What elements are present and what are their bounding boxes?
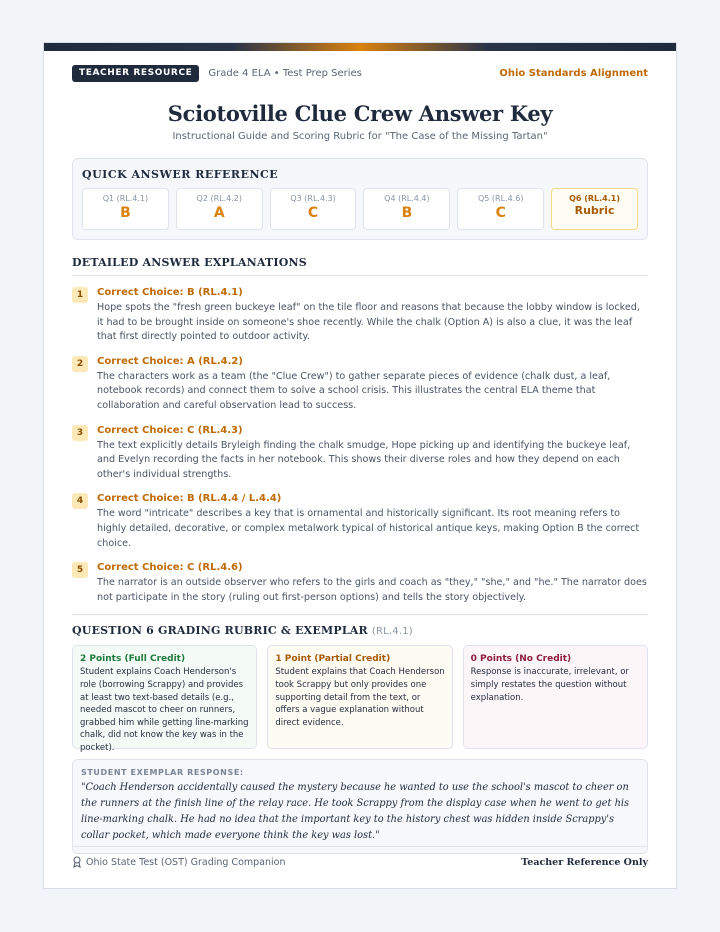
- correct-choice: Correct Choice: B (RL.4.4 / L.4.4): [97, 493, 282, 505]
- explanation-text: The word "intricate" describes a key that is ornamental and historically significant. Its root meaning refers to highly detailed, decorative, or complex metalwork typical of historical antique keys, making Option B the correct choice.: [97, 508, 640, 549]
- explanation-item: [72, 491, 648, 551]
- explanations-list: [72, 285, 648, 605]
- rubric-title: QUESTION 6 GRADING RUBRIC & EXEMPLAR: [72, 624, 368, 638]
- question-number: 4: [72, 493, 88, 509]
- rubric-level-text: Student explains that Coach Henderson took Scrappy but only provides one supporting detail from the text, or offers a vague explanation without direct evidence.: [275, 667, 445, 728]
- explanation-item: [72, 423, 648, 483]
- exemplar-label: STUDENT EXEMPLAR RESPONSE:: [81, 768, 244, 778]
- question-number: 3: [72, 425, 88, 441]
- rubric-level-heading: 1 Point (Partial Credit): [275, 654, 391, 665]
- quick-reference-title: QUICK ANSWER REFERENCE: [82, 168, 279, 181]
- explanation-item: [72, 560, 648, 605]
- answer-key-page: [43, 42, 677, 889]
- quick-answer-q4: [363, 188, 450, 230]
- explanation-text: The text explicitly details Bryleigh finding the chalk smudge, Hope picking up and identifying the buckeye leaf, and Evelyn recording the facts in her notebook. This shows their diverse roles and how they depend on each other's individual strengths.: [97, 439, 631, 480]
- standards-alignment-label: Ohio Standards Alignment: [499, 68, 648, 79]
- quick-answer-q5: [457, 188, 544, 230]
- correct-choice: Correct Choice: C (RL.4.3): [97, 424, 243, 436]
- quick-answer-q1: [82, 188, 169, 230]
- answer-rubric: Rubric: [574, 204, 615, 217]
- correct-choice: Correct Choice: B (RL.4.1): [97, 287, 243, 298]
- exemplar-text: "Coach Henderson accidentally caused the mystery because he wanted to use the school's mascot to cheer on the runners at the finish line of the relay race. He took Scrappy from the display case when he went to get his line-marking chalk. He had no idea that the important key to the history chest was hidden inside Scrappy's collar pocket, which made everyone think the key was lost.": [81, 782, 630, 842]
- explanation-text: The characters work as a team (the "Clue Crew") to gather separate pieces of evidence (chalk dust, a leaf, notebook records) and connect them to solve a school crisis. This illustrates the central ELA theme that collaboration and careful observation lead to success.: [97, 370, 611, 411]
- ribbon-icon: [72, 856, 82, 868]
- series-label: Grade 4 ELA • Test Prep Series: [208, 68, 362, 79]
- rubric-level-heading: 2 Points (Full Credit): [80, 654, 186, 665]
- question-label: Q2 (RL.4.2): [196, 194, 242, 203]
- question-number: 1: [72, 287, 88, 303]
- quick-answer-grid: [82, 188, 638, 230]
- detailed-explanations-heading: DETAILED ANSWER EXPLANATIONS: [72, 256, 648, 276]
- question-label: Q6 (RL.4.1): [569, 194, 621, 203]
- rubric-level-text: Student explains Coach Henderson's role (borrowing Scrappy) and provides at least two text-based details (e.g., needed mascot to cheer on runners, grabbed him while getting line-marking chalk, did not know the key was in the pocket).: [80, 667, 249, 753]
- explanation-text: Hope spots the "fresh green buckeye leaf" on the tile floor and reasons that because the lobby window is locked, it had to be brought inside on someone's shoe recently. While the chalk (Option A) is also a clue, it was the leaf that first directly pointed to outdoor activity.: [97, 302, 640, 343]
- answer-letter: C: [495, 205, 506, 221]
- page-subtitle: Instructional Guide and Scoring Rubric for "The Case of the Missing Tartan": [172, 131, 548, 142]
- correct-choice: Correct Choice: C (RL.4.6): [97, 562, 243, 574]
- question-label: Q1 (RL.4.1): [102, 194, 149, 203]
- footer-companion-label: Ohio State Test (OST) Grading Companion: [86, 856, 286, 868]
- quick-answer-q3: [270, 188, 357, 230]
- rubric-no-credit: [463, 645, 648, 749]
- rubric-partial-credit: [267, 645, 452, 749]
- answer-letter: B: [401, 205, 413, 221]
- answer-letter: B: [120, 205, 131, 221]
- correct-choice: Correct Choice: A (RL.4.2): [97, 355, 243, 367]
- rubric-full-credit: [72, 645, 257, 753]
- rubric-heading: [72, 614, 648, 637]
- explanation-item: [72, 354, 648, 414]
- question-number: 5: [72, 562, 88, 578]
- student-exemplar: [72, 759, 648, 854]
- rubric-level-text: Response is inaccurate, irrelevant, or simply restates the question without explanation.: [470, 667, 629, 703]
- answer-letter: C: [307, 205, 319, 221]
- explanation-item: [72, 285, 648, 345]
- page-footer: [72, 846, 648, 868]
- rubric-standard: (RL.4.1): [371, 626, 413, 638]
- quick-answer-reference: [72, 158, 648, 240]
- teacher-resource-badge: TEACHER RESOURCE: [72, 65, 199, 82]
- question-label: Q5 (RL.4.6): [478, 194, 524, 203]
- answer-letter: A: [213, 205, 225, 221]
- page-title: Sciotoville Clue Crew Answer Key: [167, 101, 553, 126]
- question-number: 2: [72, 356, 88, 372]
- quick-answer-q6: [551, 188, 638, 230]
- rubric-level-heading: 0 Points (No Credit): [470, 654, 572, 665]
- page-header: [72, 65, 648, 82]
- question-label: Q3 (RL.4.3): [290, 194, 336, 203]
- rubric-levels: [72, 645, 648, 753]
- top-accent-bar: [44, 43, 676, 51]
- footer-reference-label: Teacher Reference Only: [521, 856, 648, 868]
- quick-answer-q2: [176, 188, 263, 230]
- explanation-text: The narrator is an outside observer who refers to the girls and coach as "they," "she," and "he." The narrator does not participate in the story (ruling out first-person options) and tells the story objectively.: [97, 577, 647, 603]
- question-label: Q4 (RL.4.4): [384, 194, 430, 203]
